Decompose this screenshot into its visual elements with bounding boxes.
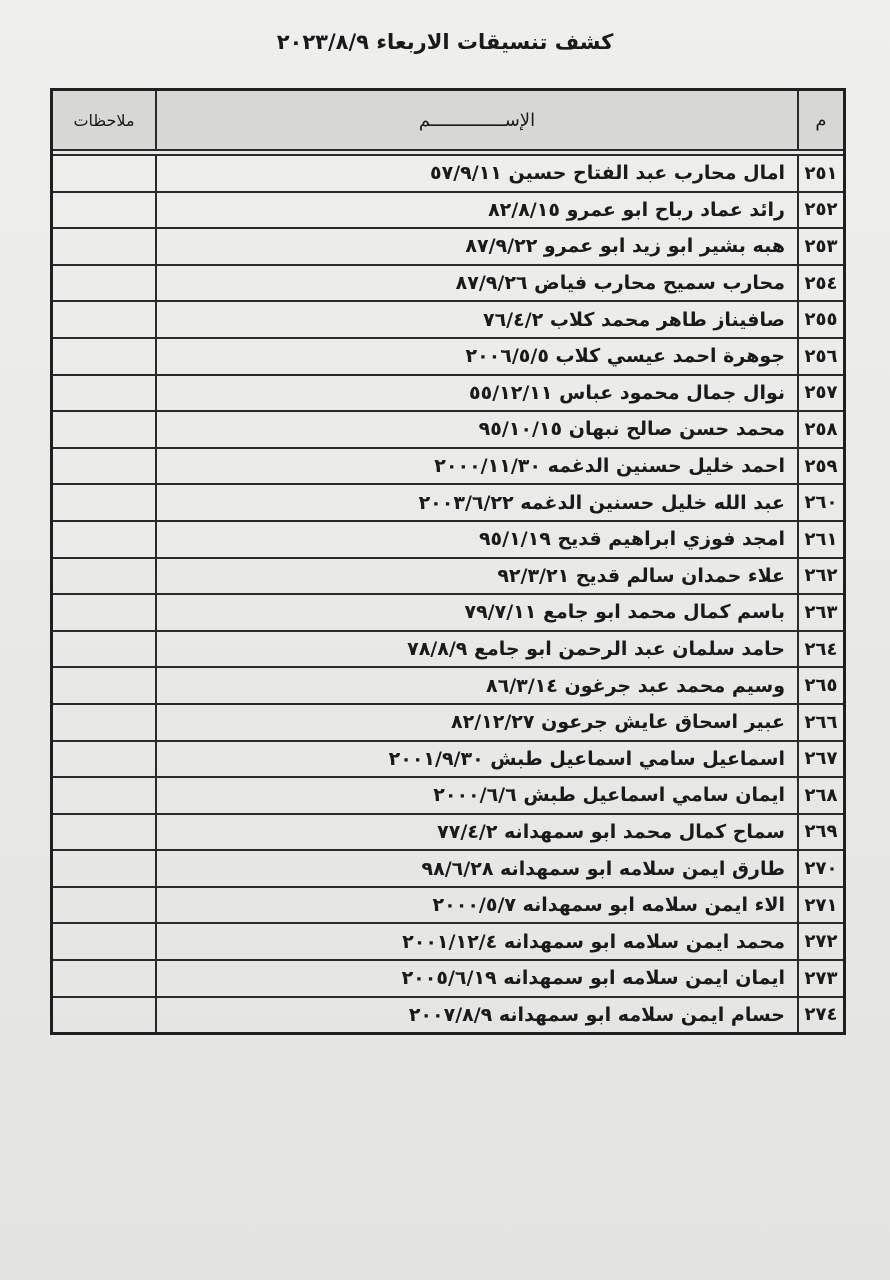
row-notes [52, 667, 157, 704]
table-row [52, 484, 845, 521]
row-name: الاء ايمن سلامه ابو سمهدانه ٢٠٠٠/٥/٧ [156, 887, 798, 924]
table-row [52, 704, 845, 741]
row-notes [52, 448, 157, 485]
header-notes: ملاحظات [52, 90, 157, 151]
table-row [52, 192, 845, 229]
table-row [52, 448, 845, 485]
row-number: ٢٥٩ [798, 448, 845, 485]
row-notes [52, 411, 157, 448]
row-name: محمد حسن صالح نبهان ٩٥/١٠/١٥ [156, 411, 798, 448]
row-number: ٢٥٤ [798, 265, 845, 302]
row-notes [52, 375, 157, 412]
row-number: ٢٥١ [798, 155, 845, 192]
row-number: ٢٦٧ [798, 741, 845, 778]
row-notes [52, 850, 157, 887]
table-row [52, 155, 845, 192]
row-number: ٢٥٨ [798, 411, 845, 448]
row-name: محمد ايمن سلامه ابو سمهدانه ٢٠٠١/١٢/٤ [156, 923, 798, 960]
table-row [52, 411, 845, 448]
row-number: ٢٦٩ [798, 814, 845, 851]
row-number: ٢٦٦ [798, 704, 845, 741]
table-row [52, 631, 845, 668]
row-name: رائد عماد رباح ابو عمرو ٨٢/٨/١٥ [156, 192, 798, 229]
row-name: نوال جمال محمود عباس ٥٥/١٢/١١ [156, 375, 798, 412]
row-number: ٢٥٧ [798, 375, 845, 412]
table-row [52, 814, 845, 851]
row-notes [52, 558, 157, 595]
header-name: الإســــــــــــــم [156, 90, 798, 151]
row-number: ٢٥٦ [798, 338, 845, 375]
row-number: ٢٦٤ [798, 631, 845, 668]
row-number: ٢٧٠ [798, 850, 845, 887]
row-name: حامد سلمان عبد الرحمن ابو جامع ٧٨/٨/٩ [156, 631, 798, 668]
row-number: ٢٦٠ [798, 484, 845, 521]
table-header-row [52, 90, 845, 151]
row-name: محارب سميح محارب فياض ٨٧/٩/٢٦ [156, 265, 798, 302]
table-row [52, 375, 845, 412]
row-notes [52, 631, 157, 668]
row-notes [52, 704, 157, 741]
row-notes [52, 887, 157, 924]
table-row [52, 301, 845, 338]
row-notes [52, 814, 157, 851]
row-notes [52, 192, 157, 229]
table-row [52, 265, 845, 302]
row-notes [52, 777, 157, 814]
row-notes [52, 741, 157, 778]
table-row [52, 997, 845, 1034]
row-name: جوهرة احمد عيسي كلاب ٢٠٠٦/٥/٥ [156, 338, 798, 375]
table-row [52, 850, 845, 887]
table-row [52, 338, 845, 375]
table-row [52, 594, 845, 631]
row-notes [52, 594, 157, 631]
row-name: سماح كمال محمد ابو سمهدانه ٧٧/٤/٢ [156, 814, 798, 851]
row-name: حسام ايمن سلامه ابو سمهدانه ٢٠٠٧/٨/٩ [156, 997, 798, 1034]
row-notes [52, 484, 157, 521]
row-name: وسيم محمد عبد جرغون ٨٦/٣/١٤ [156, 667, 798, 704]
row-number: ٢٧٣ [798, 960, 845, 997]
row-name: عبد الله خليل حسنين الدغمه ٢٠٠٣/٦/٢٢ [156, 484, 798, 521]
table-row [52, 960, 845, 997]
row-number: ٢٥٥ [798, 301, 845, 338]
row-name: طارق ايمن سلامه ابو سمهدانه ٩٨/٦/٢٨ [156, 850, 798, 887]
row-notes [52, 923, 157, 960]
row-number: ٢٦٢ [798, 558, 845, 595]
row-name: ايمان سامي اسماعيل طبش ٢٠٠٠/٦/٦ [156, 777, 798, 814]
row-notes [52, 155, 157, 192]
row-notes [52, 265, 157, 302]
table-row [52, 228, 845, 265]
row-notes [52, 301, 157, 338]
row-number: ٢٥٣ [798, 228, 845, 265]
page-title: كشف تنسيقات الاربعاء ٢٠٢٣/٨/٩ [276, 30, 614, 54]
table-row [52, 777, 845, 814]
header-number: م [798, 90, 845, 151]
row-name: هبه بشير ابو زيد ابو عمرو ٨٧/٩/٢٢ [156, 228, 798, 265]
table-row [52, 667, 845, 704]
row-name: صافيناز طاهر محمد كلاب ٧٦/٤/٢ [156, 301, 798, 338]
row-number: ٢٧١ [798, 887, 845, 924]
table-row [52, 558, 845, 595]
row-notes [52, 228, 157, 265]
row-name: امجد فوزي ابراهيم قديح ٩٥/١/١٩ [156, 521, 798, 558]
row-name: ايمان ايمن سلامه ابو سمهدانه ٢٠٠٥/٦/١٩ [156, 960, 798, 997]
row-number: ٢٦٨ [798, 777, 845, 814]
row-notes [52, 997, 157, 1034]
coordination-table [50, 88, 846, 1035]
row-number: ٢٥٢ [798, 192, 845, 229]
row-name: امال محارب عبد الفتاح حسين ٥٧/٩/١١ [156, 155, 798, 192]
row-notes [52, 521, 157, 558]
table-row [52, 521, 845, 558]
row-name: علاء حمدان سالم قديح ٩٢/٣/٢١ [156, 558, 798, 595]
row-number: ٢٦١ [798, 521, 845, 558]
row-number: ٢٦٣ [798, 594, 845, 631]
table-body [52, 155, 845, 1034]
row-notes [52, 338, 157, 375]
row-name: احمد خليل حسنين الدغمه ٢٠٠٠/١١/٣٠ [156, 448, 798, 485]
row-number: ٢٧٢ [798, 923, 845, 960]
row-notes [52, 960, 157, 997]
table-row [52, 741, 845, 778]
table-row [52, 887, 845, 924]
row-name: باسم كمال محمد ابو جامع ٧٩/٧/١١ [156, 594, 798, 631]
row-number: ٢٦٥ [798, 667, 845, 704]
table-row [52, 923, 845, 960]
row-name: اسماعيل سامي اسماعيل طبش ٢٠٠١/٩/٣٠ [156, 741, 798, 778]
row-number: ٢٧٤ [798, 997, 845, 1034]
row-name: عبير اسحاق عايش جرعون ٨٢/١٢/٢٧ [156, 704, 798, 741]
